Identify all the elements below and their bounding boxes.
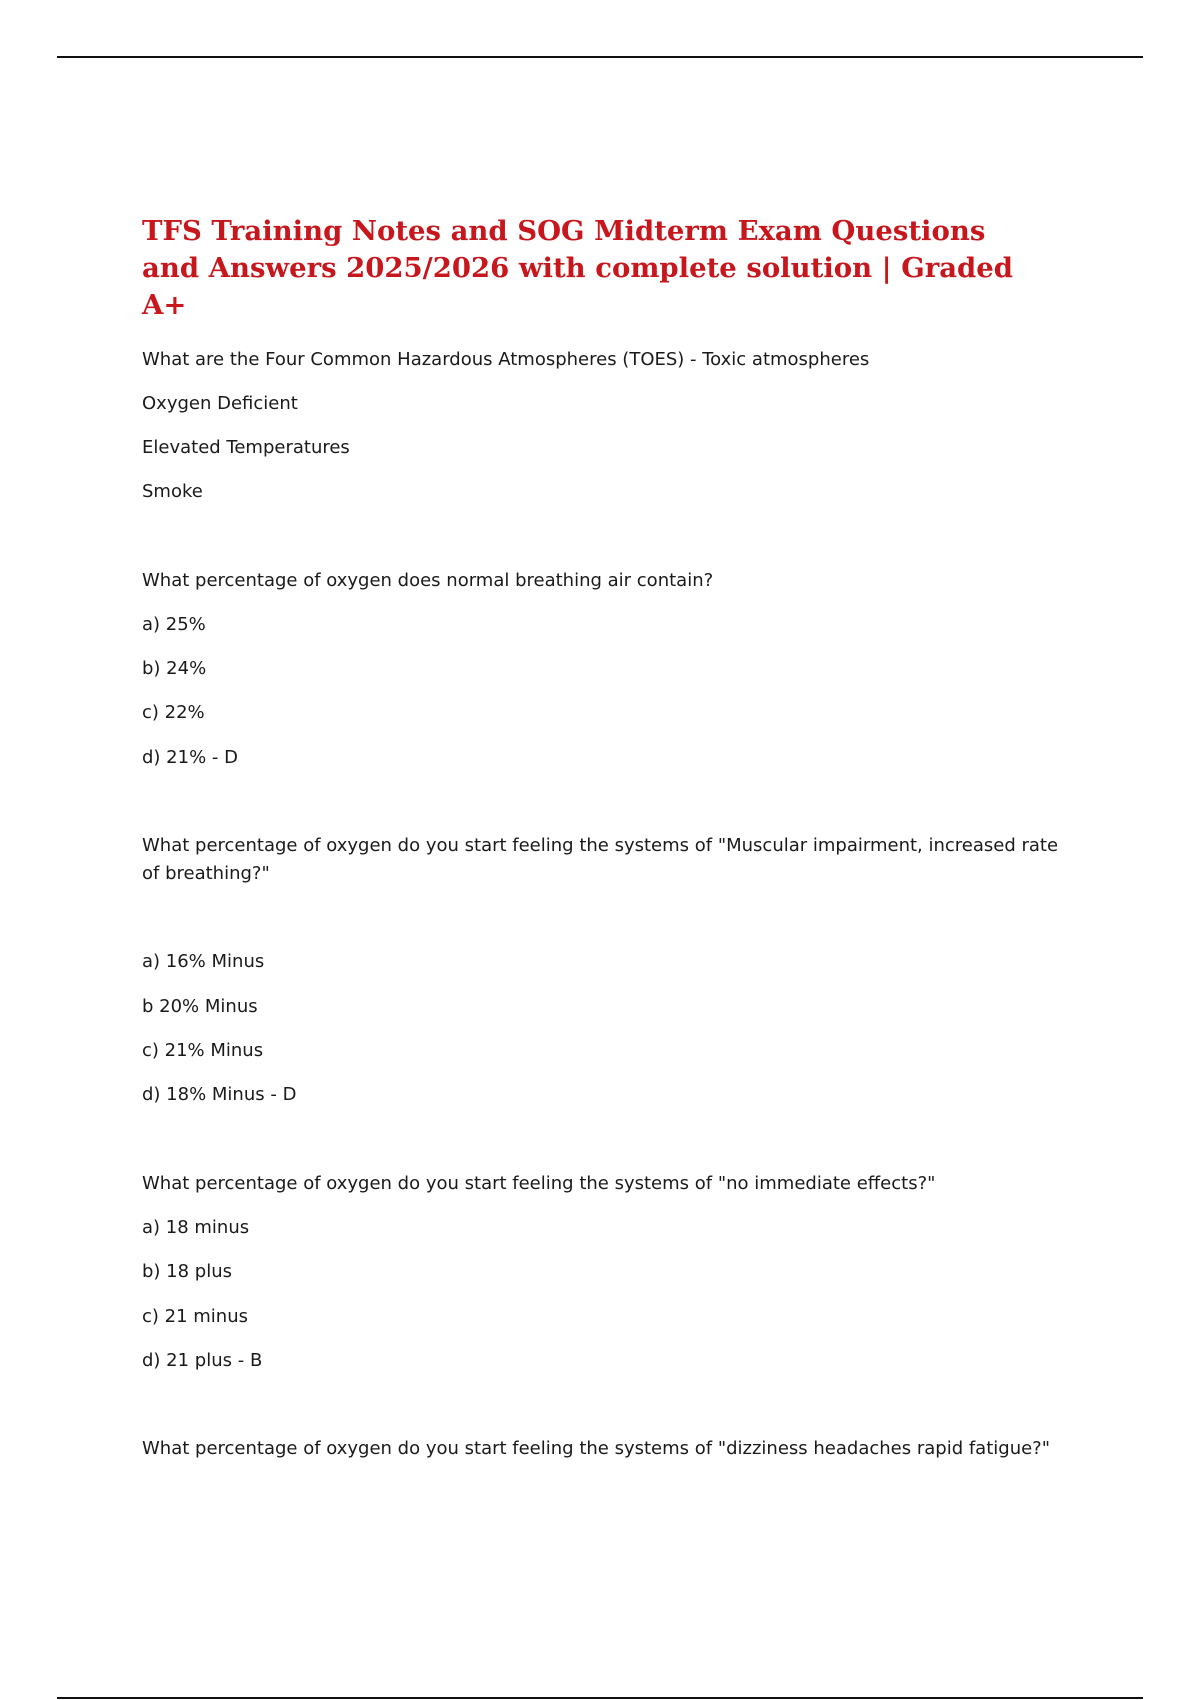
question-2-option-b: b) 24% xyxy=(142,658,207,679)
question-3-option-b: b 20% Minus xyxy=(142,996,258,1017)
question-1-text: What are the Four Common Hazardous Atmospheres (TOES) - Toxic atmospheres xyxy=(142,349,870,370)
question-4-option-b: b) 18 plus xyxy=(142,1261,233,1282)
question-1-line-1: Oxygen Deficient xyxy=(142,393,298,414)
question-2-text: What percentage of oxygen does normal breathing air contain? xyxy=(142,570,714,591)
question-1-line-3: Smoke xyxy=(142,481,203,502)
question-2-option-d: d) 21% - D xyxy=(142,747,238,768)
question-4-option-c: c) 21 minus xyxy=(142,1306,248,1327)
page-title: TFS Training Notes and SOG Midterm Exam Questions and Answers 2025/2026 with complete solution | Graded A+ xyxy=(142,215,1014,321)
question-3-option-d: d) 18% Minus - D xyxy=(142,1084,297,1105)
question-4-option-d: d) 21 plus - B xyxy=(142,1350,263,1371)
question-2-option-a: a) 25% xyxy=(142,614,206,635)
question-3-option-c: c) 21% Minus xyxy=(142,1040,264,1061)
question-2-option-c: c) 22% xyxy=(142,702,205,723)
question-3-option-a: a) 16% Minus xyxy=(142,951,265,972)
question-5-text: What percentage of oxygen do you start feeling the systems of "dizziness headaches rapid fatigue?" xyxy=(142,1438,1051,1459)
question-3-text: What percentage of oxygen do you start feeling the systems of "Muscular impairment, increased rate of breathing?" xyxy=(142,835,1059,884)
question-4-text: What percentage of oxygen do you start feeling the systems of "no immediate effects?" xyxy=(142,1173,936,1194)
question-1-line-2: Elevated Temperatures xyxy=(142,437,350,458)
bottom-divider xyxy=(57,1697,1143,1699)
question-4-option-a: a) 18 minus xyxy=(142,1217,250,1238)
top-divider xyxy=(57,56,1143,58)
